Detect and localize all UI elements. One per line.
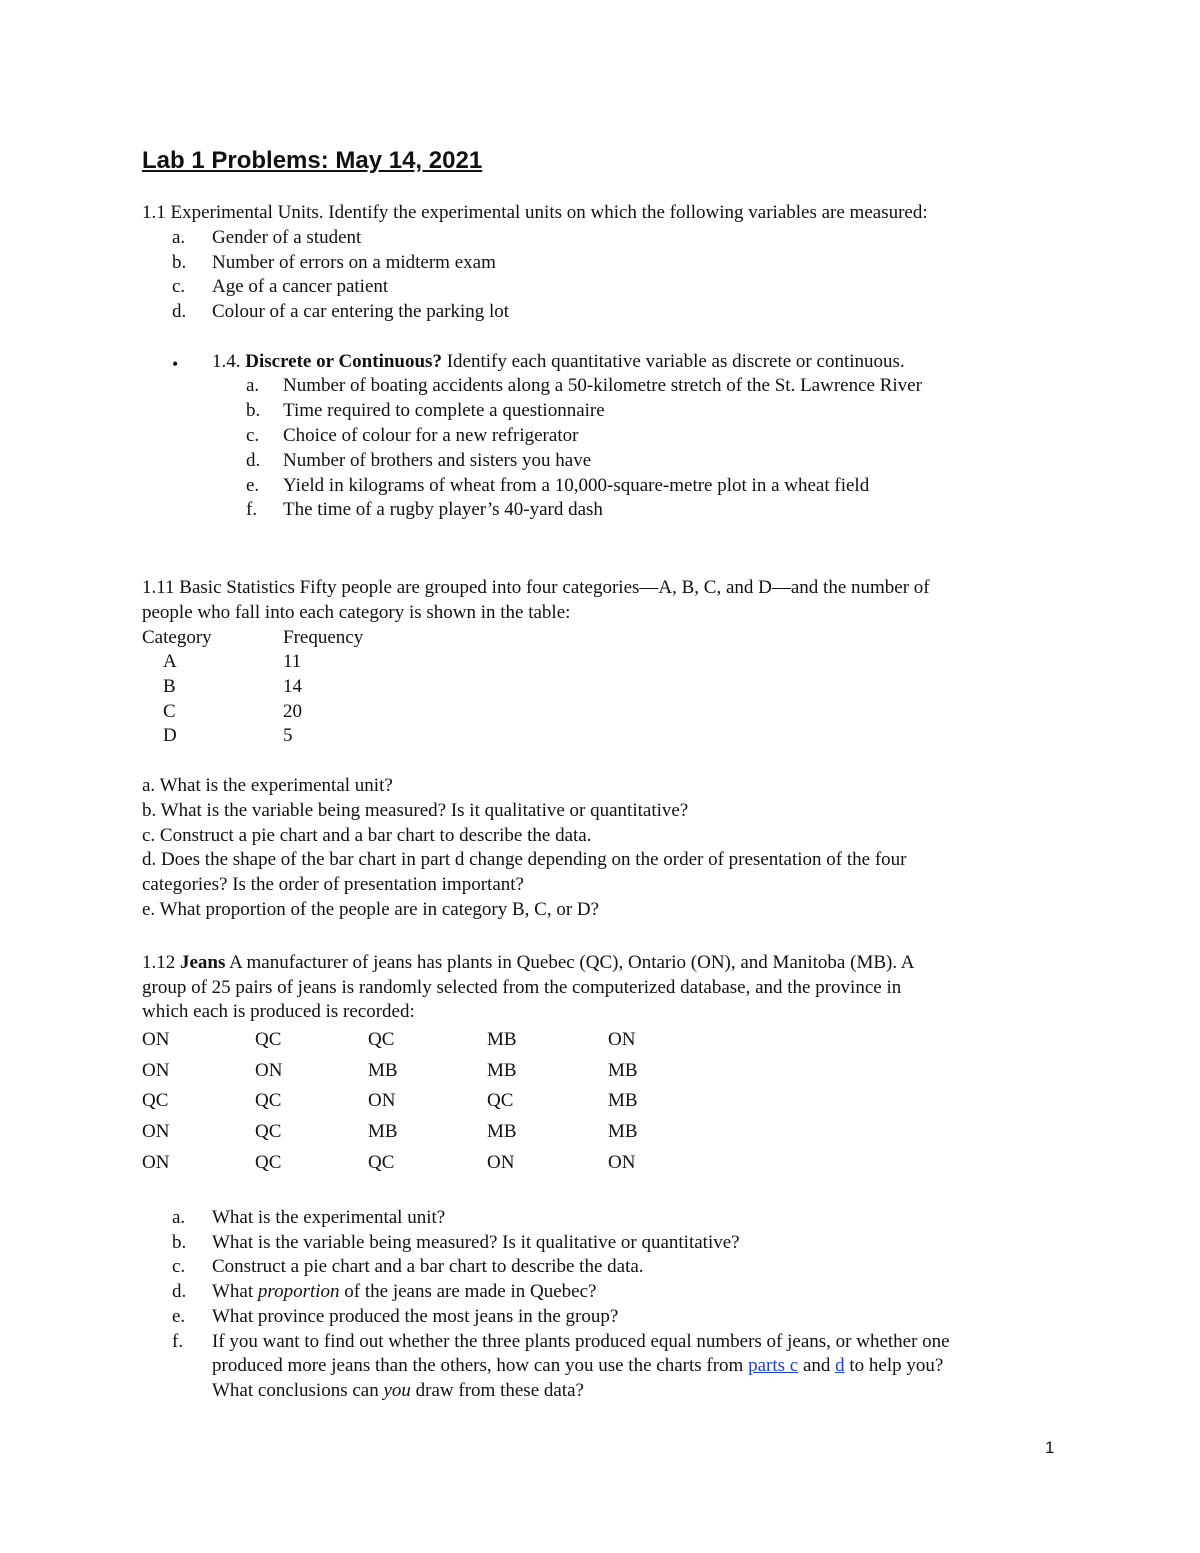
question-text: produced more jeans than the others, how can you use the charts from (212, 1355, 749, 1376)
list-item: Number of errors on a midterm exam (212, 252, 496, 273)
table-cell: 14 (283, 676, 302, 697)
grid-cell: ON (142, 1152, 170, 1173)
grid-cell: QC (142, 1090, 169, 1111)
problem-number: 1.12 (142, 952, 176, 973)
list-item: What is the variable being measured? Is it qualitative or quantitative? (212, 1232, 740, 1253)
grid-cell: QC (368, 1152, 395, 1173)
table-header-category: Category (142, 627, 212, 648)
list-item: What province produced the most jeans in the group? (212, 1306, 619, 1327)
problem-heading: Jeans (180, 952, 226, 973)
table-cell: C (163, 701, 176, 722)
list-item-label: f. (172, 1331, 184, 1352)
problem-heading: Discrete or Continuous? (245, 351, 442, 372)
grid-cell: ON (608, 1152, 636, 1173)
grid-cell: QC (255, 1121, 282, 1142)
list-item-label: a. (246, 375, 260, 396)
list-item: The time of a rugby player’s 40-yard dash (283, 499, 603, 520)
list-item: If you want to find out whether the three plants produced equal numbers of jeans, or whether one (212, 1331, 950, 1352)
list-item-label: b. (172, 1232, 187, 1253)
grid-cell: QC (487, 1090, 514, 1111)
question-text: draw from these data? (410, 1380, 584, 1401)
table-cell: 20 (283, 701, 302, 722)
grid-cell: ON (255, 1060, 283, 1081)
table-cell: D (163, 725, 177, 746)
grid-cell: MB (608, 1060, 638, 1081)
list-item-label: a. (172, 1207, 186, 1228)
list-item-label: d. (172, 301, 187, 322)
list-item: Time required to complete a questionnaire (283, 400, 605, 421)
list-item: Gender of a student (212, 227, 362, 248)
question-line: d. Does the shape of the bar chart in part d change depending on the order of presentation of the four (142, 849, 907, 870)
grid-cell: ON (142, 1121, 170, 1142)
grid-cell: QC (255, 1152, 282, 1173)
list-item-label: d. (246, 450, 261, 471)
problem-1-4-intro (212, 350, 905, 374)
grid-cell: ON (142, 1029, 170, 1050)
question-line: categories? Is the order of presentation important? (142, 874, 524, 895)
list-item-label: e. (246, 475, 260, 496)
list-item-label: d. (172, 1281, 187, 1302)
problem-1-12-line1 (142, 951, 915, 975)
grid-cell: ON (142, 1060, 170, 1081)
list-item: What is the experimental unit? (212, 1207, 446, 1228)
list-item-label: b. (172, 252, 187, 273)
grid-cell: MB (487, 1060, 517, 1081)
list-item-label: c. (246, 425, 260, 446)
table-cell: 5 (283, 725, 293, 746)
table-cell: 11 (283, 651, 302, 672)
question-line: c. Construct a pie chart and a bar chart to describe the data. (142, 825, 592, 846)
question-text: What conclusions can (212, 1380, 384, 1401)
list-item: Colour of a car entering the parking lot (212, 301, 510, 322)
problem-1-12-line2: group of 25 pairs of jeans is randomly selected from the computerized database, and the province in (142, 977, 902, 998)
grid-cell: QC (368, 1029, 395, 1050)
grid-cell: ON (487, 1152, 515, 1173)
problem-number: 1.4. (212, 351, 241, 372)
list-item (212, 1280, 596, 1304)
grid-cell: MB (487, 1121, 517, 1142)
grid-cell: MB (368, 1060, 398, 1081)
list-item: Age of a cancer patient (212, 276, 389, 297)
list-item-label: c. (172, 1256, 186, 1277)
problem-1-12-line3: which each is produced is recorded: (142, 1001, 415, 1022)
grid-cell: MB (368, 1121, 398, 1142)
list-item: Number of boating accidents along a 50-kilometre stretch of the St. Lawrence River (283, 375, 922, 396)
emphasis: you (383, 1380, 411, 1401)
table-header-frequency: Frequency (283, 627, 364, 648)
question-text: What (212, 1281, 258, 1302)
list-item-label: b. (246, 400, 261, 421)
question-text: and (798, 1355, 836, 1376)
list-item-continuation (212, 1354, 943, 1378)
grid-cell: MB (487, 1029, 517, 1050)
question-line: e. What proportion of the people are in category B, C, or D? (142, 899, 600, 920)
question-line: b. What is the variable being measured? Is it qualitative or quantitative? (142, 800, 689, 821)
list-item: Construct a pie chart and a bar chart to describe the data. (212, 1256, 644, 1277)
list-item: Number of brothers and sisters you have (283, 450, 592, 471)
list-item-label: a. (172, 227, 186, 248)
question-text: of the jeans are made in Quebec? (339, 1281, 597, 1302)
grid-cell: QC (255, 1029, 282, 1050)
problem-1-1-intro: 1.1 Experimental Units. Identify the experimental units on which the following variables are measured: (142, 202, 928, 223)
part-d-link[interactable]: d (835, 1355, 845, 1376)
problem-text: A manufacturer of jeans has plants in Quebec (QC), Ontario (ON), and Manitoba (MB). A (225, 952, 915, 973)
grid-cell: QC (255, 1090, 282, 1111)
list-item-label: e. (172, 1306, 186, 1327)
list-item-label: c. (172, 276, 186, 297)
problem-text: Identify each quantitative variable as discrete or continuous. (441, 351, 905, 372)
grid-cell: ON (368, 1090, 396, 1111)
grid-cell: MB (608, 1121, 638, 1142)
table-cell: A (163, 651, 177, 672)
list-item-continuation (212, 1379, 584, 1403)
table-cell: B (163, 676, 176, 697)
problem-1-11-line2: people who fall into each category is shown in the table: (142, 602, 571, 623)
page-number: 1 (1045, 1438, 1055, 1457)
list-item: Yield in kilograms of wheat from a 10,000-square-metre plot in a wheat field (283, 475, 870, 496)
grid-cell: ON (608, 1029, 636, 1050)
question-text: to help you? (844, 1355, 944, 1376)
parts-c-link[interactable]: parts c (748, 1355, 799, 1376)
page-title: Lab 1 Problems: May 14, 2021 (142, 147, 483, 174)
grid-cell: MB (608, 1090, 638, 1111)
list-item: Choice of colour for a new refrigerator (283, 425, 579, 446)
bullet-icon: • (172, 354, 179, 374)
problem-1-11-line1: 1.11 Basic Statistics Fifty people are grouped into four categories—A, B, C, and D—and the number of (142, 577, 930, 598)
question-line: a. What is the experimental unit? (142, 775, 393, 796)
emphasis: proportion (257, 1281, 340, 1302)
list-item-label: f. (246, 499, 258, 520)
